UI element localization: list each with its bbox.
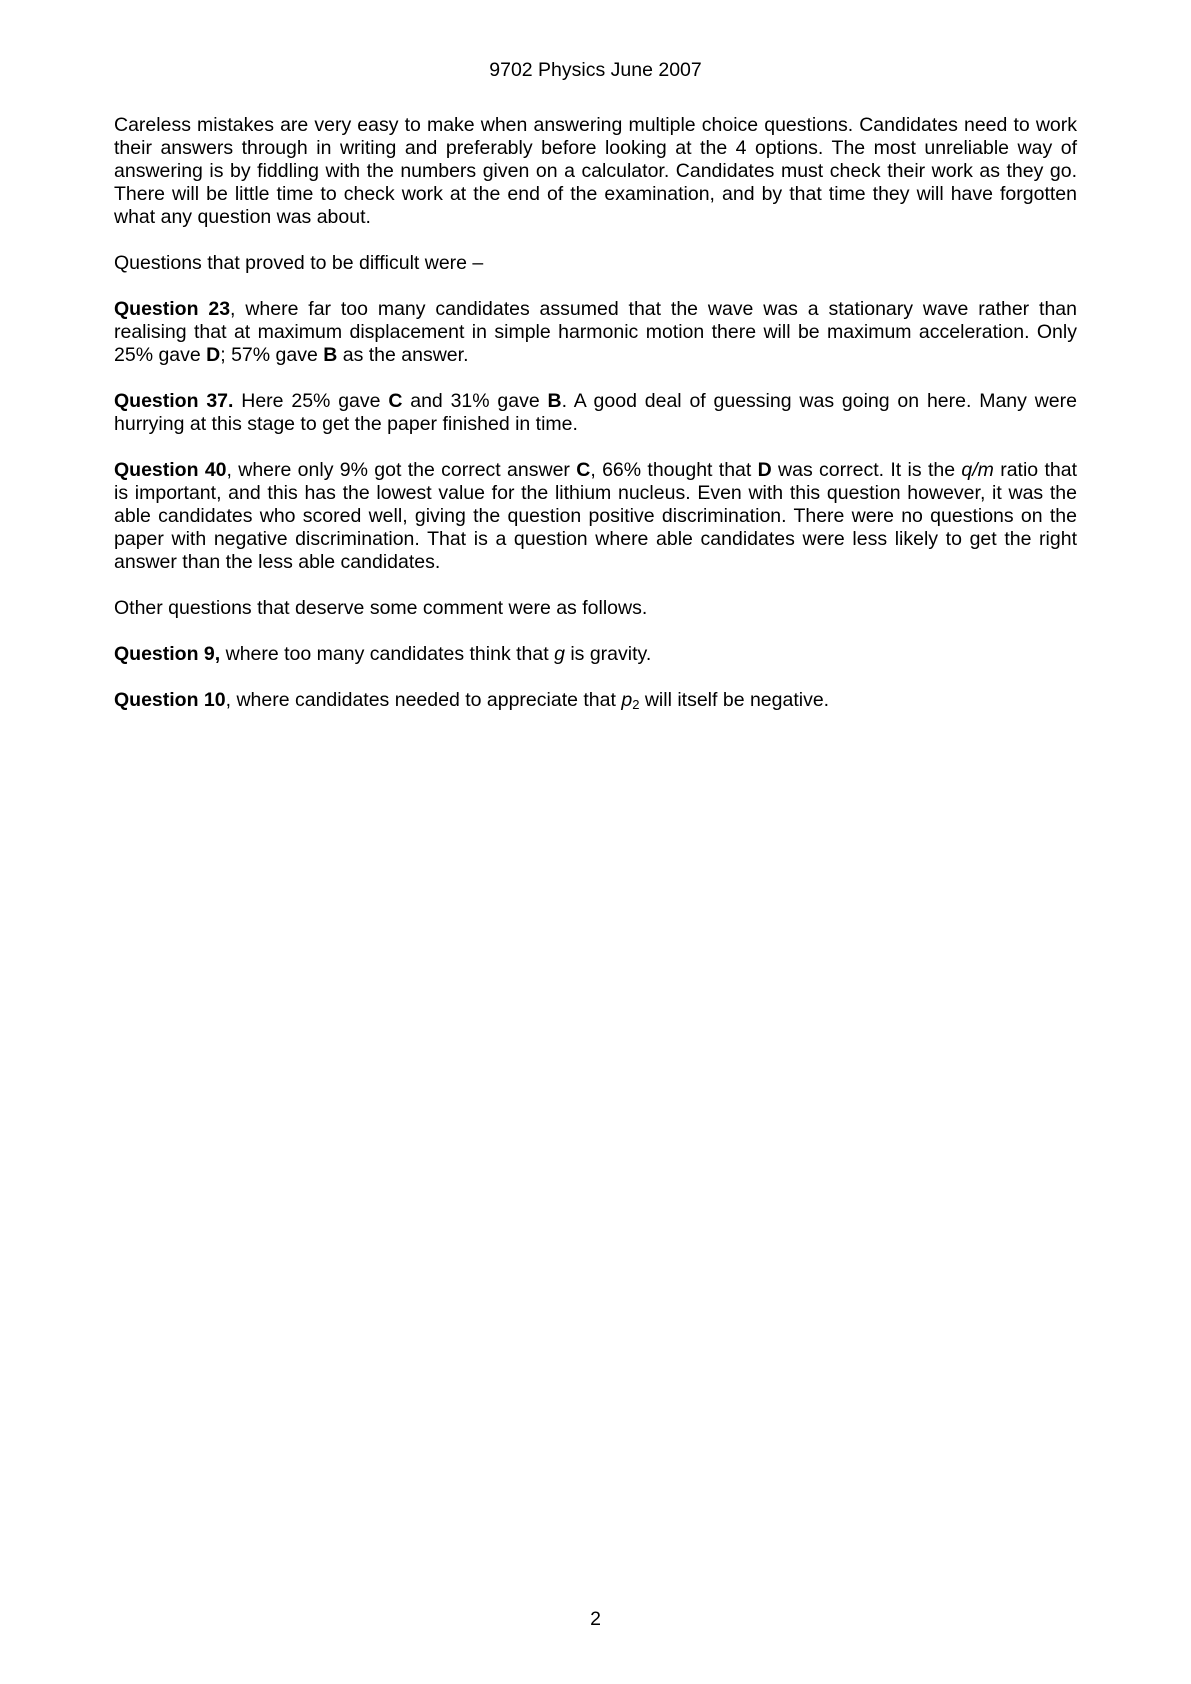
question-9-paragraph (114, 643, 1077, 666)
question-40-answer-d: D (757, 459, 772, 481)
question-37-text-3: . A good deal of guessing was going on here. Many were hurrying at this stage to get the paper finished in time. (114, 390, 1077, 435)
question-9-g-symbol: g (554, 643, 565, 665)
question-23-text-2: ; 57% gave (220, 344, 324, 366)
question-9-text-1: where too many candidates think that (220, 643, 555, 665)
question-40-text-4: ratio that is important, and this has the lowest value for the lithium nucleus. Even with this question however, it was the able candidates who scored well, giving the question positive discrimination. There were no questions on the paper with negative discrimination. That is a question where able candidates were less likely to get the right answer than the less able candidates. (114, 459, 1077, 573)
question-40-qm-ratio: q/m (961, 459, 994, 481)
question-10-p-subscript: 2 (632, 697, 640, 712)
question-10-text-1: , where candidates needed to appreciate that (225, 689, 622, 711)
question-37-answer-b: B (547, 390, 562, 412)
question-40-text-2: , 66% thought that (590, 459, 758, 481)
question-37-text-2: and 31% gave (402, 390, 548, 412)
question-9-label: Question 9, (114, 643, 221, 665)
other-questions-intro: Other questions that deserve some comment were as follows. (114, 597, 648, 619)
question-40-label: Question 40 (114, 459, 227, 481)
question-23-answer-d: D (206, 344, 221, 366)
page-number: 2 (590, 1608, 601, 1630)
question-10-text-2: will itself be negative. (639, 689, 830, 711)
question-23-text-1: , where far too many candidates assumed that the wave was a stationary wave rather than realising that at maximum displacement in simple harmonic motion there will be maximum acceleration. Only 25% gave (114, 298, 1077, 366)
question-23-paragraph (114, 298, 1077, 367)
question-40-text-3: was correct. It is the (771, 459, 962, 481)
question-37-paragraph (114, 390, 1077, 436)
question-10-label: Question 10 (114, 689, 226, 711)
question-37-answer-c: C (388, 390, 403, 412)
question-40-paragraph (114, 459, 1077, 574)
question-23-text-3: as the answer. (337, 344, 469, 366)
document-body (114, 114, 1077, 735)
question-23-answer-b: B (323, 344, 338, 366)
question-37-text-1: Here 25% gave (233, 390, 389, 412)
document-title: 9702 Physics June 2007 (489, 59, 702, 81)
question-9-text-2: is gravity. (564, 643, 652, 665)
question-37-label: Question 37. (114, 390, 234, 412)
question-10-paragraph (114, 689, 1077, 712)
page-header (0, 59, 1191, 82)
question-40-answer-c: C (576, 459, 591, 481)
intro-paragraph: Careless mistakes are very easy to make when answering multiple choice questions. Candidates need to work their answers through in writing and preferably before looking at the 4 options. The most unreliable way of answering is by fiddling with the numbers given on a calculator. Candidates must check their work as they go. There will be little time to check work at the end of the examination, and by that time they will have forgotten what any question was about. (114, 114, 1077, 228)
question-10-p-symbol: p (621, 689, 633, 711)
difficult-questions-intro: Questions that proved to be difficult were – (114, 252, 484, 274)
question-40-text-1: , where only 9% got the correct answer (226, 459, 577, 481)
question-23-label: Question 23 (114, 298, 231, 320)
